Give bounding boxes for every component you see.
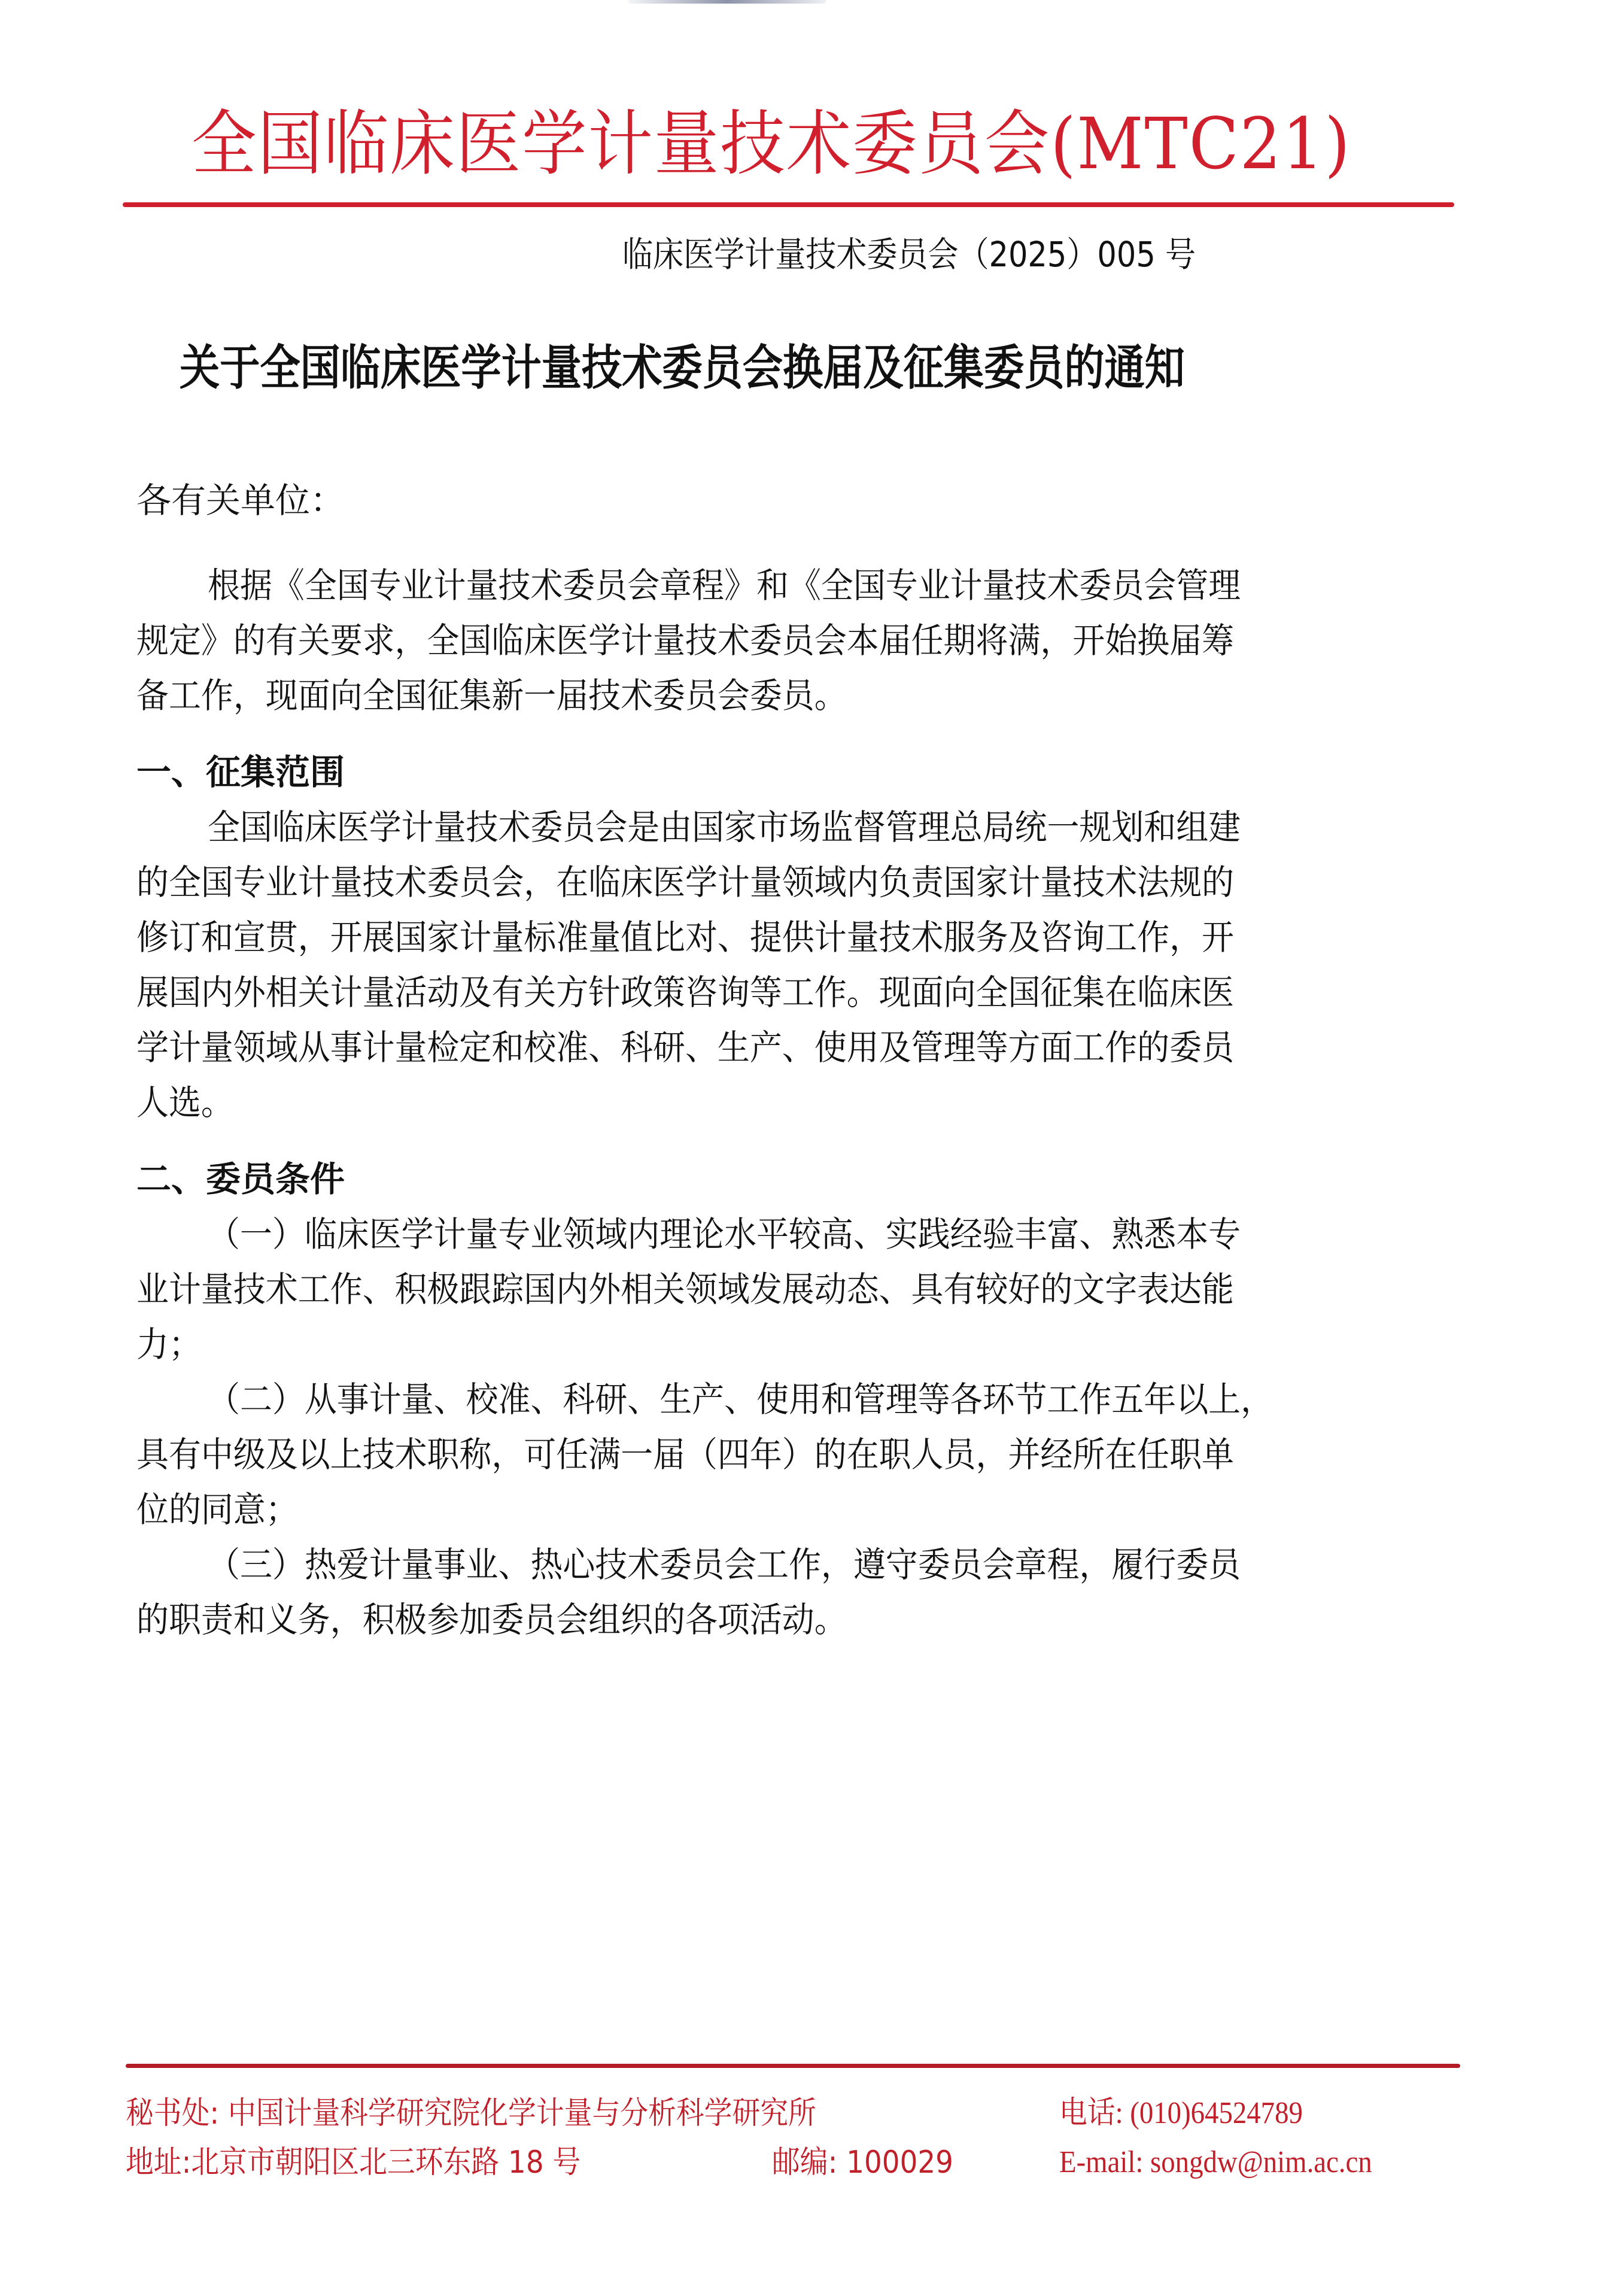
section-heading-conditions: 二、委员条件 (136, 1159, 345, 1199)
scope-line: 的全国专业计量技术委员会，在临床医学计量领域内负责国家计量技术法规的 (136, 862, 1234, 903)
intro-line: 规定》的有关要求，全国临床医学计量技术委员会本届任期将满，开始换届筹 (136, 620, 1234, 661)
phone-number: 电话: (010)64524789 (1059, 2096, 1303, 2130)
condition-line: （一）临床医学计量专业领域内理论水平较高、实践经验丰富、熟悉本专 (208, 1214, 1241, 1255)
condition-line: 具有中级及以上技术职称，可任满一届（四年）的在职人员，并经所在任职单 (136, 1434, 1234, 1475)
email-address: E-mail: songdw@nim.ac.cn (1059, 2145, 1372, 2179)
footer-row-2 (126, 2138, 1466, 2187)
scope-paragraph (136, 800, 1483, 1130)
condition-item-2 (136, 1372, 1483, 1537)
intro-line: 根据《全国专业计量技术委员会章程》和《全国专业计量技术委员会管理 (208, 565, 1241, 606)
condition-item-3 (136, 1537, 1483, 1647)
condition-line: 业计量技术工作、积极跟踪国内外相关领域发展动态、具有较好的文字表达能 (136, 1269, 1234, 1310)
address-info: 地址:北京市朝阳区北三环东路 18 号 (126, 2145, 581, 2180)
condition-line: 的职责和义务，积极参加委员会组织的各项活动。 (136, 1599, 847, 1640)
footer-row-1 (126, 2089, 1466, 2138)
scope-line: 人选。 (136, 1082, 233, 1123)
document-number: 临床医学计量技术委员会（2025）005 号 (622, 234, 1196, 275)
scope-line: 展国内外相关计量活动及有关方针政策咨询等工作。现面向全国征集在临床医 (136, 972, 1234, 1013)
scope-line: 学计量领域从事计量检定和校准、科研、生产、使用及管理等方面工作的委员 (136, 1027, 1234, 1068)
condition-line: （三）热爱计量事业、热心技术委员会工作，遵守委员会章程，履行委员 (208, 1544, 1241, 1585)
postcode: 邮编: 100029 (772, 2145, 953, 2180)
condition-line: 力； (136, 1324, 201, 1365)
masthead-divider (123, 202, 1454, 207)
intro-paragraph (136, 558, 1483, 723)
section-heading-scope: 一、征集范围 (136, 752, 345, 792)
salutation: 各有关单位： (136, 480, 345, 521)
secretariat-info: 秘书处: 中国计量科学研究院化学计量与分析科学研究所 (126, 2095, 816, 2131)
condition-line: （二）从事计量、校准、科研、生产、使用和管理等各环节工作五年以上， (208, 1379, 1274, 1420)
letterhead-footer (126, 2089, 1466, 2187)
condition-line: 位的同意； (136, 1489, 298, 1530)
masthead-org-name: 全国临床医学计量技术委员会(MTC21) (192, 102, 1351, 185)
scan-artifact (628, 0, 826, 4)
scope-line: 全国临床医学计量技术委员会是由国家市场监督管理总局统一规划和组建 (208, 807, 1241, 848)
document-body (136, 473, 1483, 1647)
scope-line: 修订和宣贯，开展国家计量标准量值比对、提供计量技术服务及咨询工作，开 (136, 917, 1234, 958)
footer-divider (126, 2064, 1460, 2068)
intro-line: 备工作，现面向全国征集新一届技术委员会委员。 (136, 675, 847, 716)
condition-item-1 (136, 1207, 1483, 1372)
document-title: 关于全国临床医学计量技术委员会换届及征集委员的通知 (180, 340, 1185, 396)
